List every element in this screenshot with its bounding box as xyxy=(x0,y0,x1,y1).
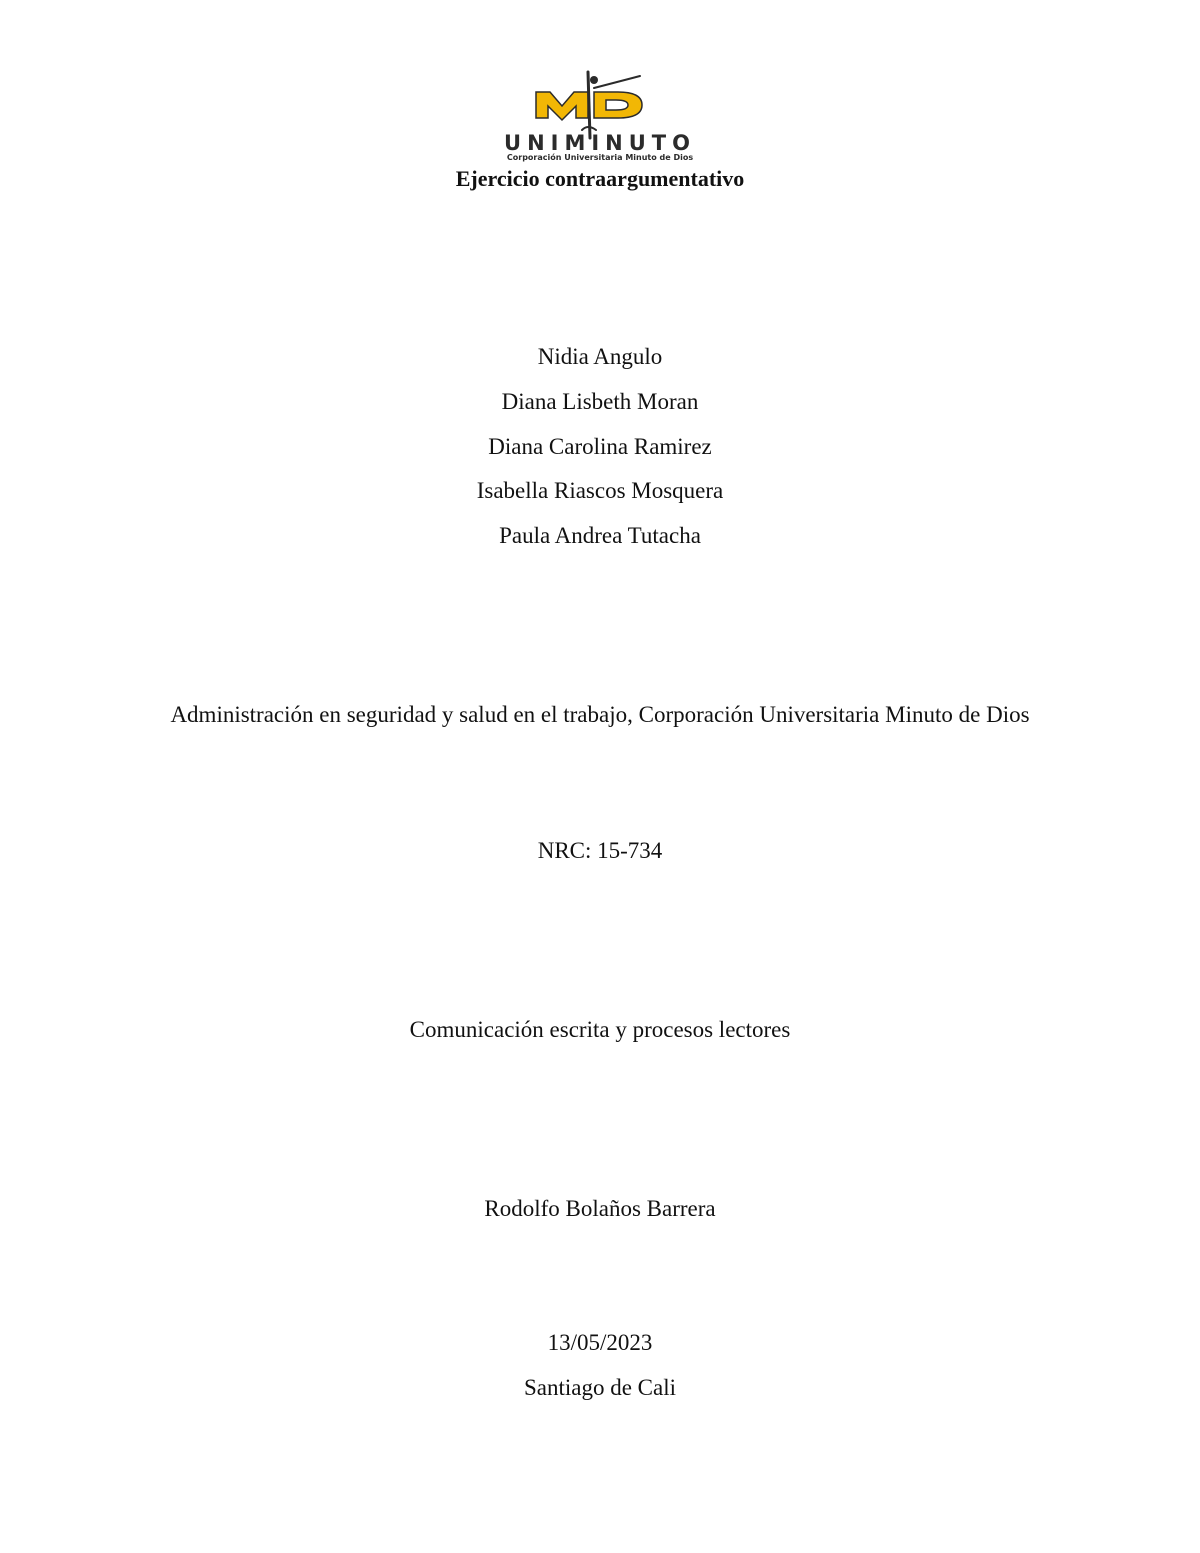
logo-wordmark: UNIMINUTO xyxy=(504,131,696,155)
instructor-line: Rodolfo Bolaños Barrera xyxy=(484,1196,716,1221)
logo-tagline: Corporación Universitaria Minuto de Dios xyxy=(506,153,694,162)
course-line: Comunicación escrita y procesos lectores xyxy=(409,1017,791,1042)
city-line: Santiago de Cali xyxy=(523,1375,677,1400)
author-name: Diana Carolina Ramirez xyxy=(488,434,712,459)
author-name: Nidia Angulo xyxy=(537,344,663,369)
date-line: 13/05/2023 xyxy=(547,1330,653,1355)
author-name: Isabella Riascos Mosquera xyxy=(476,478,724,503)
author-name: Diana Lisbeth Moran xyxy=(501,389,699,414)
document-title: Ejercicio contraargumentativo xyxy=(455,166,745,191)
uniminuto-logo xyxy=(470,70,730,162)
nrc-line: NRC: 15-734 xyxy=(537,838,663,863)
author-name: Paula Andrea Tutacha xyxy=(499,523,701,548)
program-line: Administración en seguridad y salud en el trabajo, Corporación Universitaria Minuto de Dios xyxy=(170,702,1030,727)
